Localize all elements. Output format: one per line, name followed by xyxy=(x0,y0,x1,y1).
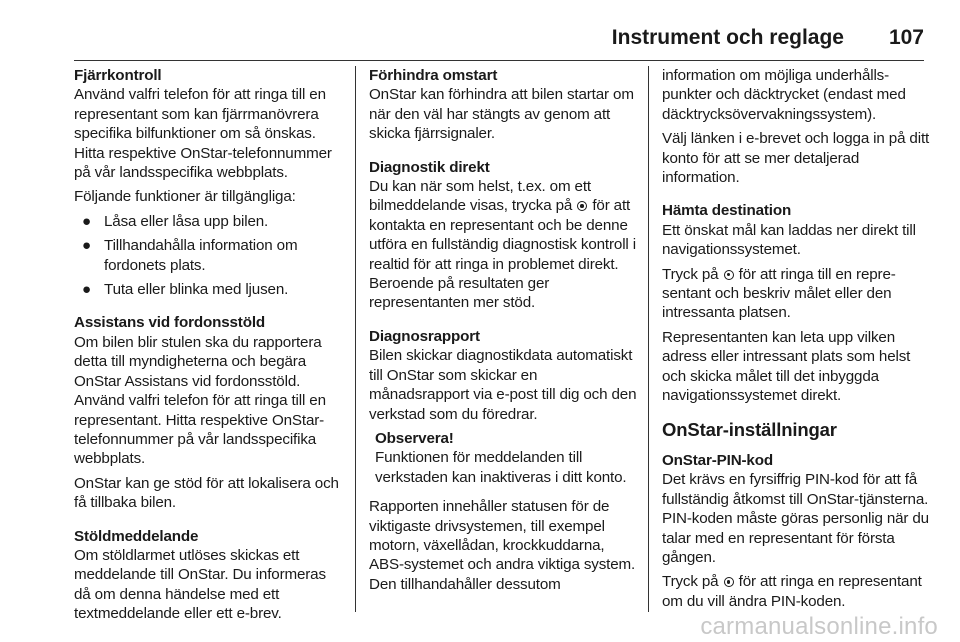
paragraph: OnStar kan förhindra att bilen startar om när den väl har stängts av genom att skicka fjärrsignaler. xyxy=(369,86,634,143)
column-divider xyxy=(355,66,356,612)
bullet-icon: ● xyxy=(82,281,92,299)
page-number: 107 xyxy=(888,26,924,49)
page-title: Instrument och reglage xyxy=(611,26,844,49)
list-item xyxy=(74,236,346,275)
column-right xyxy=(662,66,932,625)
paragraph: Bilen skickar diagnostikdata automatiskt till OnStar som skickar en månadsrapport via e-post till dig och den verkstad som du föredrar. xyxy=(369,347,637,423)
onstar-button-icon xyxy=(577,201,587,211)
section-heading: Assistans vid fordonsstöld xyxy=(74,314,266,332)
section-diagnostics-direct xyxy=(369,158,639,313)
list-item xyxy=(74,212,346,231)
watermark: carmanualsonline.info xyxy=(700,613,938,640)
paragraph: Tryck på för att ringa till en representant och beskriv målet eller den intressanta platsen. xyxy=(662,265,896,322)
paragraph: information om möjliga underhållspunkter och däcktrycket (endast med däcktrycksövervakningssystem). xyxy=(662,67,906,123)
list-item-text: Låsa eller låsa upp bilen. xyxy=(104,212,269,230)
page-header xyxy=(74,12,924,61)
section-theft-notification xyxy=(74,527,346,624)
column-divider xyxy=(648,66,649,612)
section-download-destination xyxy=(662,201,932,405)
paragraph: Tryck på för att ringa en representant om du vill ändra PIN-koden. xyxy=(662,573,922,610)
paragraph: Välj länken i e-brevet och logga in på ditt konto för att se mer detaljerad information. xyxy=(662,130,930,187)
paragraph: Det krävs en fyrsiffrig PIN-kod för att få fullständig åtkomst till OnStar-tjänsterna. PIN-koden måste göras personlig när du talar med en representant för första gången. xyxy=(662,471,929,566)
column-left xyxy=(74,66,346,638)
onstar-button-icon xyxy=(724,270,734,280)
list-item-text: Tuta eller blinka med ljusen. xyxy=(104,281,289,299)
paragraph: Använd valfri telefon för att ringa till en representant som kan fjärrmanövrera specifika bilfunktioner om så önskas. Hitta respektive OnStar-telefonnummer på vår landsspecifika webbplats. xyxy=(74,86,332,182)
section-heading: Stöldmeddelande xyxy=(74,527,199,545)
paragraph: Om stöldlarmet utlöses skickas ett meddelande till OnStar. Du informeras då om denna händelse med ett textmeddelande eller ett e-brev. xyxy=(74,546,326,623)
paragraph: Ett önskat mål kan laddas ner direkt till navigationssystemet. xyxy=(662,221,916,259)
section-heading: Fjärrkontroll xyxy=(74,67,162,84)
section-title: OnStar-inställningar xyxy=(662,418,837,440)
note-box xyxy=(369,429,639,487)
note-text: Funktionen för meddelanden till verkstaden kan inaktiveras i ditt konto. xyxy=(375,449,627,486)
paragraph: Rapporten innehåller statusen för de viktigaste drivsystemen, till exempel motorn, växellådan, krockkuddarna, ABS-systemet och andra viktiga system. Den tillhandahåller dessutom xyxy=(369,498,636,593)
bullet-icon: ● xyxy=(82,212,92,230)
paragraph: Representanten kan leta upp vilken adress eller intressant plats som helst och skicka målet till det inbyggda navigationssystemet direkt. xyxy=(662,328,911,405)
paragraph: Följande funktioner är tillgängliga: xyxy=(74,188,296,206)
section-heading: Förhindra omstart xyxy=(369,67,498,84)
paragraph: Du kan när som helst, t.ex. om ett bilmeddelande visas, trycka på för att kontakta en representant och be denne utföra en fullständig diagnostisk kontroll i realtid för att ringa in problemet direkt. Beroende på resultaten ger representanten mer stöd. xyxy=(369,178,636,312)
list-item-text: Tillhandahålla information om fordonets plats. xyxy=(104,237,298,274)
list-item xyxy=(74,280,346,299)
section-heading: Diagnostik direkt xyxy=(369,158,490,176)
section-diagnosis-report xyxy=(369,327,639,594)
section-pin-code xyxy=(662,451,932,611)
section-theft-assistance xyxy=(74,313,346,512)
note-heading: Observera! xyxy=(375,429,454,447)
feature-list xyxy=(74,212,346,300)
section-heading: OnStar-PIN-kod xyxy=(662,451,773,469)
onstar-button-icon xyxy=(724,577,734,587)
paragraph: Om bilen blir stulen ska du rapportera detta till myndigheterna och begära OnStar Assistans vid fordonsstöld. Använd valfri telefon för att ringa till en representant. Hitta respektive OnStar-telefonnummer på vår landsspecifika webbplats. xyxy=(74,333,326,468)
section-heading: Diagnosrapport xyxy=(369,327,480,345)
section-heading: Hämta destination xyxy=(662,202,792,220)
bullet-icon: ● xyxy=(82,237,92,255)
section-prevent-restart xyxy=(369,66,639,144)
paragraph: OnStar kan ge stöd för att lokalisera och få tillbaka bilen. xyxy=(74,474,339,512)
section-remote-control xyxy=(74,66,346,299)
column-middle xyxy=(369,66,639,608)
